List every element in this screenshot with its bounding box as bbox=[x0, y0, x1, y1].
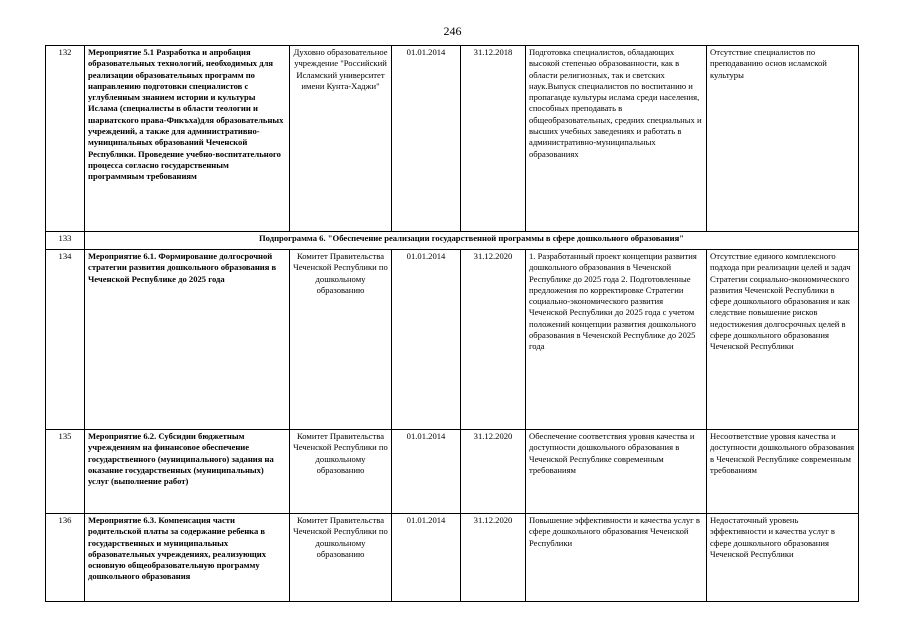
measure-title: Мероприятие 6.1. Формирование долгосрочной стратегии развития дошкольного образования в Чеченской Республике до 2025 года bbox=[85, 250, 290, 430]
end-date-cell: 31.12.2020 bbox=[461, 430, 526, 514]
result-cell: 1. Разработанный проект концепции развития дошкольного образования в Чеченской Республике до 2025 года 2. Подготовленные предложения по корректировке Стратегии социально-экономического развития Чеченской Республики до 2025 года с учетом положений концепции развития дошкольного образования в Чеченской Республике до 2025 года bbox=[526, 250, 707, 430]
risk-cell: Отсутствие единого комплексного подхода при реализации целей и задач Стратегии социально-экономического развития Чеченской Республики в сфере дошкольного образования и как следствие повышение рисков недостижения долгосрочных целей в сфере дошкольного образования Чеченской Республики bbox=[707, 250, 859, 430]
row-number: 133 bbox=[46, 232, 85, 250]
measure-title: Мероприятие 6.3. Компенсация части родительской платы за содержание ребенка в государственных и муниципальных образовательных учреждениях, реализующих основную общеобразовательную программу дошкольного образования bbox=[85, 514, 290, 602]
risk-cell: Недостаточный уровень эффективности и качества услуг в сфере дошкольного образования Чеченской Республики bbox=[707, 514, 859, 602]
start-date-cell: 01.01.2014 bbox=[392, 430, 461, 514]
result-cell: Подготовка специалистов, обладающих высокой степенью образованности, как в области религиозных, так и светских наук.Выпуск специалистов по воспитанию и пропаганде культуры ислама среди населения, способных преподавать в общеобразовательных, средних специальных и высших учебных заведениях и работать в административно-муниципальных образованиях bbox=[526, 46, 707, 232]
measures-table bbox=[45, 45, 859, 602]
executor-cell: Комитет Правительства Чеченской Республики по дошкольному образованию bbox=[290, 430, 392, 514]
table-row bbox=[46, 232, 859, 250]
executor-cell: Комитет Правительства Чеченской Республики по дошкольному образованию bbox=[290, 250, 392, 430]
subprogram-heading: Подпрограмма 6. "Обеспечение реализации государственной программы в сфере дошкольного образования" bbox=[85, 232, 859, 250]
risk-cell: Несоответствие уровня качества и доступности дошкольного образования в Чеченской Республике современным требованиям bbox=[707, 430, 859, 514]
result-cell: Обеспечение соответствия уровня качества и доступности дошкольного образования в Чеченской Республике современным требованиям bbox=[526, 430, 707, 514]
end-date-cell: 31.12.2020 bbox=[461, 250, 526, 430]
row-number: 134 bbox=[46, 250, 85, 430]
end-date-cell: 31.12.2020 bbox=[461, 514, 526, 602]
executor-cell: Комитет Правительства Чеченской Республики по дошкольному образованию bbox=[290, 514, 392, 602]
table-row bbox=[46, 46, 859, 232]
executor-cell: Духовно образовательное учреждение "Российский Исламский университет имени Кунта-Хаджи" bbox=[290, 46, 392, 232]
row-number: 136 bbox=[46, 514, 85, 602]
start-date-cell: 01.01.2014 bbox=[392, 514, 461, 602]
measure-title: Мероприятие 6.2. Субсидии бюджетным учреждениям на финансовое обеспечение государственного (муниципального) задания на оказание государственных (муниципальных) услуг (выполнение работ) bbox=[85, 430, 290, 514]
start-date-cell: 01.01.2014 bbox=[392, 250, 461, 430]
risk-cell: Отсутствие специалистов по преподаванию основ исламской культуры bbox=[707, 46, 859, 232]
measure-title: Мероприятие 5.1 Разработка и апробация образовательных технологий, необходимых для реализации образовательных программ по направлению подготовки специалистов с углубленным знанием истории и культуры Ислама (специалисты в области теологии и шариатского права-Фикъха)для образовательных учреждений, а также для административно-муниципальных образований Чеченской Республики. Проведение учебно-воспитательного процесса согласно государственным программным требованиям bbox=[85, 46, 290, 232]
end-date-cell: 31.12.2018 bbox=[461, 46, 526, 232]
page-number: 246 bbox=[443, 24, 462, 38]
table-row bbox=[46, 250, 859, 430]
result-cell: Повышение эффективности и качества услуг в сфере дошкольного образования Чеченской Республики bbox=[526, 514, 707, 602]
table-row bbox=[46, 514, 859, 602]
table-row bbox=[46, 430, 859, 514]
row-number: 132 bbox=[46, 46, 85, 232]
start-date-cell: 01.01.2014 bbox=[392, 46, 461, 232]
row-number: 135 bbox=[46, 430, 85, 514]
